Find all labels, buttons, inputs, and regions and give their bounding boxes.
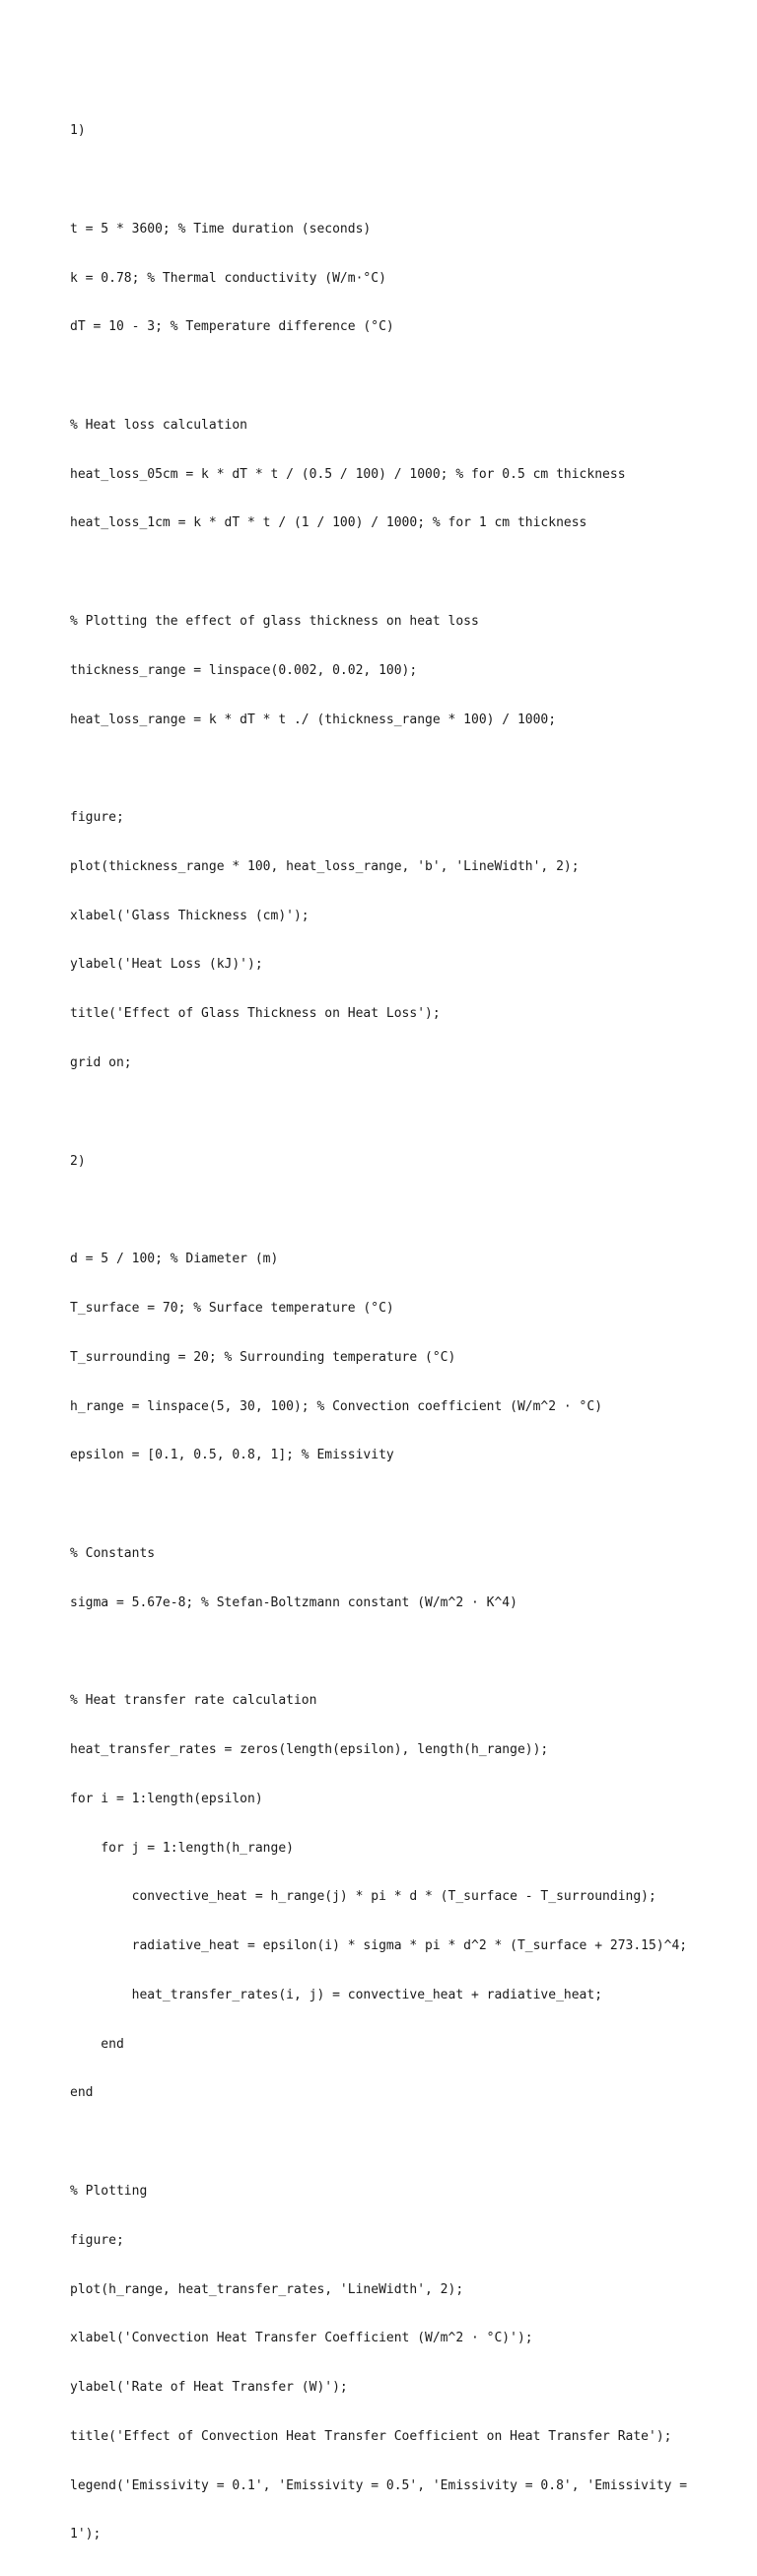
code-line (70, 1644, 701, 1661)
code-line: thickness_range = linspace(0.002, 0.02, 100); (70, 662, 418, 678)
code-line: 2) (70, 1153, 86, 1169)
code-line: % Plotting the effect of glass thickness on heat loss (70, 614, 479, 629)
code-line: k = 0.78; % Thermal conductivity (W/m·°C) (70, 270, 386, 286)
code-line: heat_transfer_rates = zeros(length(epsilon), length(h_range)); (70, 1741, 549, 1757)
code-block (70, 91, 701, 2576)
code-line (70, 1202, 701, 1219)
code-line: xlabel('Glass Thickness (cm)'); (70, 908, 310, 923)
code-line (70, 1497, 701, 1514)
code-line: dT = 10 - 3; % Temperature difference (°C) (70, 319, 394, 335)
code-line: % Plotting (70, 2184, 148, 2199)
code-line: figure; (70, 2232, 124, 2248)
code-line (70, 2135, 701, 2151)
code-line: title('Effect of Convection Heat Transfer Coefficient on Heat Transfer Rate'); (70, 2428, 672, 2444)
code-line: grid on; (70, 1055, 132, 1071)
code-line: title('Effect of Glass Thickness on Heat Loss'); (70, 1006, 441, 1022)
code-line: for i = 1:length(epsilon) (70, 1791, 263, 1806)
code-line: ylabel('Rate of Heat Transfer (W)'); (70, 2380, 348, 2396)
code-line: end (70, 2036, 124, 2052)
code-line: heat_loss_1cm = k * dT * t / (1 / 100) / 1000; % for 1 cm thickness (70, 515, 587, 531)
code-line (70, 172, 701, 189)
code-line: heat_loss_range = k * dT * t ./ (thickness_range * 100) / 1000; (70, 712, 557, 727)
code-line: % Heat transfer rate calculation (70, 1693, 317, 1709)
code-line: plot(h_range, heat_transfer_rates, 'LineWidth', 2); (70, 2281, 464, 2297)
code-line (70, 565, 701, 581)
code-line: plot(thickness_range * 100, heat_loss_range, 'b', 'LineWidth', 2); (70, 858, 580, 874)
code-line: epsilon = [0.1, 0.5, 0.8, 1]; % Emissivity (70, 1448, 394, 1463)
code-line: convective_heat = h_range(j) * pi * d * (T_surface - T_surrounding); (70, 1889, 656, 1905)
code-line: end (70, 2085, 94, 2101)
code-line: % Heat loss calculation (70, 417, 248, 433)
code-line: d = 5 / 100; % Diameter (m) (70, 1252, 279, 1267)
code-line (70, 1105, 701, 1121)
code-line: ylabel('Heat Loss (kJ)'); (70, 957, 263, 973)
code-line (70, 761, 701, 778)
code-line: % Constants (70, 1545, 156, 1561)
code-line: t = 5 * 3600; % Time duration (seconds) (70, 221, 372, 237)
code-line: heat_loss_05cm = k * dT * t / (0.5 / 100) / 1000; % for 0.5 cm thickness (70, 466, 626, 482)
code-line: heat_transfer_rates(i, j) = convective_heat + radiative_heat; (70, 1987, 603, 2002)
code-line: T_surrounding = 20; % Surrounding temperature (°C) (70, 1349, 456, 1365)
code-line: xlabel('Convection Heat Transfer Coefficient (W/m^2 · °C)'); (70, 2331, 533, 2346)
code-line: 1'); (70, 2527, 102, 2542)
code-line: T_surface = 70; % Surface temperature (°C) (70, 1300, 394, 1316)
code-line: for j = 1:length(h_range) (70, 1840, 294, 1856)
code-line: legend('Emissivity = 0.1', 'Emissivity = 0.5', 'Emissivity = 0.8', 'Emissivity = (70, 2477, 688, 2493)
code-line: 1) (70, 123, 86, 139)
code-line: h_range = linspace(5, 30, 100); % Convection coefficient (W/m^2 · °C) (70, 1398, 603, 1414)
code-line (70, 369, 701, 385)
code-line: figure; (70, 810, 124, 826)
code-line: sigma = 5.67e-8; % Stefan-Boltzmann constant (W/m^2 · K^4) (70, 1594, 517, 1610)
code-line: radiative_heat = epsilon(i) * sigma * pi * d^2 * (T_surface + 273.15)^4; (70, 1938, 688, 1954)
